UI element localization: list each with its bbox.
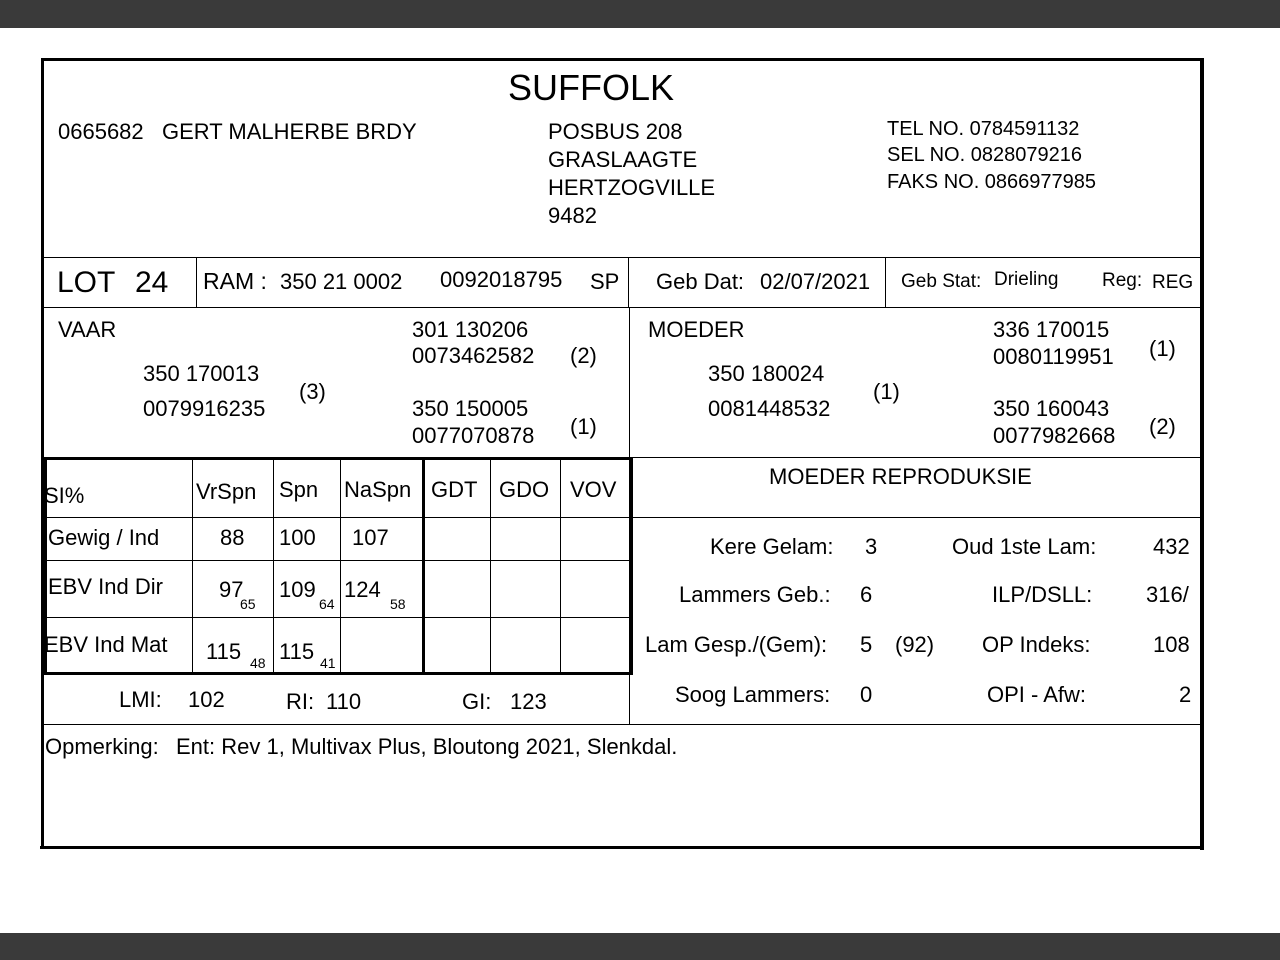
vaar-id: 350 170013	[143, 361, 260, 386]
rule-si-row2	[44, 617, 632, 618]
ebv-dir-naspn: 124	[344, 577, 381, 602]
row-label-ebv-mat: EBV Ind Mat	[44, 632, 168, 657]
moeder-sire-count: (1)	[1149, 336, 1176, 361]
address-line-3: HERTZOGVILLE	[548, 175, 716, 200]
ebv-mat-vrspn: 115	[206, 639, 242, 664]
frame-left-line	[41, 58, 44, 849]
birth-date-label: Geb Dat:	[656, 269, 745, 294]
moeder-sire-id: 336 170015	[993, 317, 1110, 342]
opi-afw-label: OPI - Afw:	[987, 682, 1087, 707]
ilp-value: 316/	[1146, 582, 1189, 607]
oud-label: Oud 1ste Lam:	[952, 534, 1097, 559]
vaar-number: 0079916235	[143, 396, 266, 421]
vrule-date	[885, 258, 886, 308]
row-label-gewig: Gewig / Ind	[48, 525, 160, 550]
moeder-sire-number: 0080119951	[993, 344, 1114, 369]
vrule-lot	[196, 258, 197, 308]
rule-pedigree-left	[44, 457, 632, 460]
vrule-si-col4	[422, 460, 425, 674]
vrule-si-col3	[340, 460, 341, 674]
row-label-ebv-dir: EBV Ind Dir	[48, 574, 163, 599]
lot-label: LOT	[57, 266, 116, 299]
vrule-ram	[628, 258, 629, 308]
ram-id: 350 21 0002	[280, 269, 403, 294]
col-header-spn: Spn	[279, 477, 319, 502]
breeder-code: 0665682	[58, 119, 144, 144]
rule-remark	[44, 724, 1200, 725]
frame-bottom-line	[40, 846, 1202, 849]
opi-afw-value: 2	[1179, 682, 1192, 707]
lammers-geb-value: 6	[860, 582, 873, 607]
op-indeks-value: 108	[1153, 632, 1190, 657]
moeder-dam-id: 350 160043	[993, 396, 1110, 421]
rule-repro-title	[632, 517, 1200, 518]
rule-si-row1	[44, 560, 632, 561]
moeder-number: 0081448532	[708, 396, 831, 421]
gi-label: GI:	[462, 689, 492, 714]
ebv-dir-spn-sub: 64	[319, 596, 335, 612]
ebv-mat-spn-sub: 41	[320, 655, 336, 671]
lam-gesp-value: 5	[860, 632, 873, 657]
gewig-spn: 100	[279, 525, 316, 550]
reproduction-title: MOEDER REPRODUKSIE	[769, 464, 1032, 489]
gewig-naspn: 107	[352, 525, 389, 550]
card-title: SUFFOLK	[508, 67, 675, 108]
vaar-dam-id: 350 150005	[412, 396, 529, 421]
vaar-sire-count: (2)	[570, 343, 597, 368]
vrule-si-col2	[273, 460, 274, 674]
birth-status: Drieling	[994, 269, 1059, 290]
vrule-si-col1	[192, 460, 193, 674]
col-header-naspn: NaSpn	[344, 477, 412, 502]
col-header-vrspn: VrSpn	[196, 479, 257, 504]
vrule-si-col5	[490, 460, 491, 674]
soog-lammers-label: Soog Lammers:	[675, 682, 831, 707]
remark-text: Ent: Rev 1, Multivax Plus, Bloutong 2021, Slenkdal.	[176, 734, 678, 759]
vaar-sire-number: 0073462582	[412, 343, 535, 368]
lam-gesp-label: Lam Gesp./(Gem):	[645, 632, 828, 657]
ram-label: RAM :	[203, 268, 267, 294]
rule-lot	[44, 307, 1200, 308]
lmi-value: 102	[188, 687, 225, 712]
ilp-label: ILP/DSLL:	[992, 582, 1093, 607]
bottom-bar	[0, 933, 1280, 960]
ram-reg-number: 0092018795	[440, 267, 563, 292]
faks-number: FAKS NO. 0866977985	[887, 171, 1097, 193]
moeder-dam-count: (2)	[1149, 414, 1176, 439]
gi-value: 123	[510, 689, 547, 714]
vrule-si-col6	[560, 460, 561, 674]
col-header-vov: VOV	[570, 477, 617, 502]
ebv-mat-spn: 115	[279, 639, 315, 664]
ri-label: RI:	[286, 689, 315, 714]
reg-value: REG	[1152, 272, 1194, 293]
gewig-vrspn: 88	[220, 525, 245, 550]
moeder-id: 350 180024	[708, 361, 825, 386]
ebv-mat-vrspn-sub: 48	[250, 655, 266, 671]
moeder-label: MOEDER	[648, 317, 745, 342]
lmi-label: LMI:	[119, 687, 162, 712]
soog-lammers-value: 0	[860, 682, 873, 707]
kere-gelam-value: 3	[865, 534, 878, 559]
tel-number: TEL NO. 0784591132	[887, 118, 1080, 140]
col-header-gdt: GDT	[431, 477, 478, 502]
ram-code: SP	[590, 269, 620, 294]
reg-label: Reg:	[1102, 270, 1143, 291]
ebv-dir-spn: 109	[279, 577, 316, 602]
ebv-dir-naspn-sub: 58	[390, 596, 406, 612]
breeder-name: GERT MALHERBE BRDY	[162, 119, 417, 144]
address-line-1: POSBUS 208	[548, 119, 683, 144]
vaar-dam-count: (1)	[570, 414, 597, 439]
rule-pedigree-right	[632, 457, 1200, 458]
op-indeks-label: OP Indeks:	[982, 632, 1091, 657]
lam-gesp-gem: (92)	[895, 632, 935, 657]
kere-gelam-label: Kere Gelam:	[710, 534, 834, 559]
ebv-dir-vrspn-sub: 65	[240, 596, 256, 612]
birth-date: 02/07/2021	[760, 269, 871, 294]
frame-right-line	[1200, 58, 1204, 850]
address-line-2: GRASLAAGTE	[548, 147, 698, 172]
vaar-dam-number: 0077070878	[412, 423, 535, 448]
lot-number: 24	[135, 266, 169, 299]
col-header-gdo: GDO	[499, 477, 550, 502]
vrule-si-right	[630, 458, 633, 675]
remark-label: Opmerking:	[45, 734, 159, 759]
rule-header	[44, 257, 1200, 258]
vaar-sire-id: 301 130206	[412, 317, 529, 342]
rule-si-bottom	[44, 672, 632, 675]
ebv-dir-vrspn: 97	[219, 577, 244, 602]
address-line-4: 9482	[548, 203, 597, 228]
vaar-count: (3)	[299, 379, 326, 404]
moeder-dam-number: 0077982668	[993, 423, 1116, 448]
top-bar	[0, 0, 1280, 28]
si-corner-label: SI%	[44, 483, 85, 508]
frame-top-line	[42, 58, 1204, 61]
oud-value: 432	[1153, 534, 1190, 559]
ri-value: 110	[326, 689, 362, 714]
birth-status-label: Geb Stat:	[901, 271, 982, 292]
rule-si-header	[44, 517, 632, 518]
moeder-count: (1)	[873, 379, 900, 404]
lammers-geb-label: Lammers Geb.:	[679, 582, 831, 607]
sel-number: SEL NO. 0828079216	[887, 144, 1082, 166]
vaar-label: VAAR	[58, 317, 117, 342]
